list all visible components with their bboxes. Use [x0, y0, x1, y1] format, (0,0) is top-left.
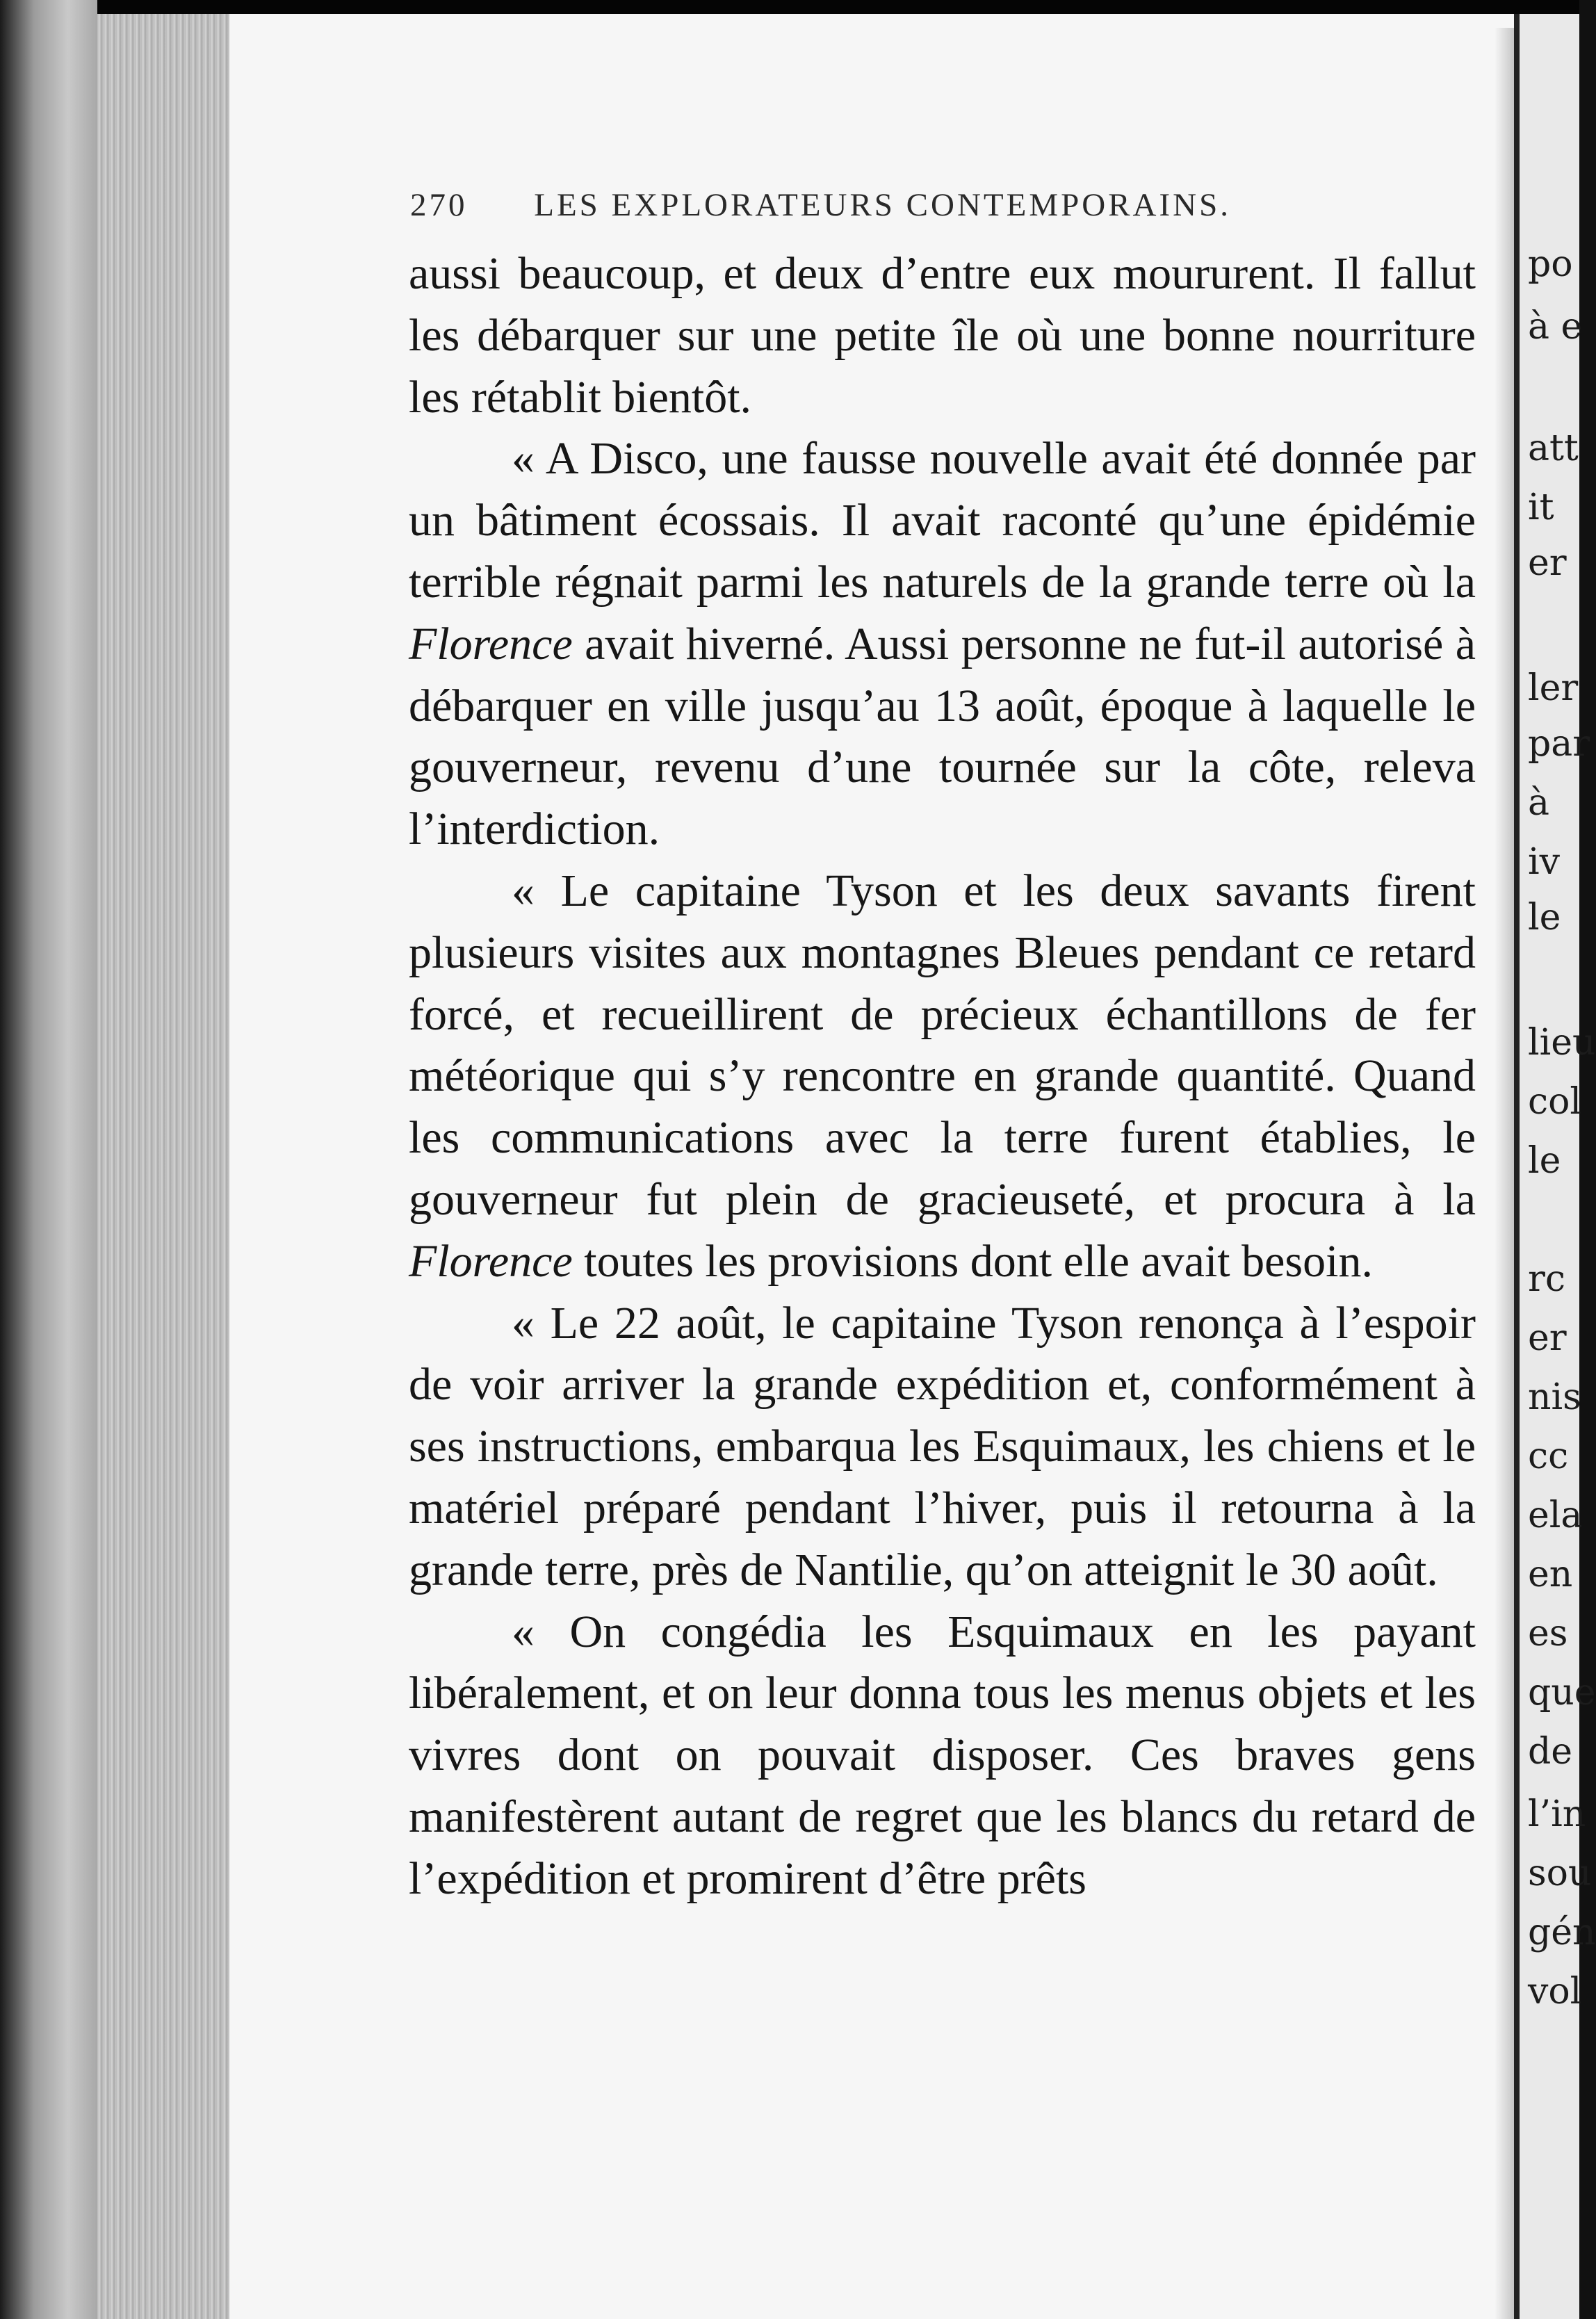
- next-page-fragment: er: [1528, 542, 1567, 584]
- running-head: [410, 186, 1307, 224]
- next-page-fragment: à e: [1528, 306, 1583, 348]
- next-page-fragment: cc: [1528, 1435, 1569, 1477]
- next-page-fragment: le: [1528, 897, 1561, 938]
- next-page-fragment: en: [1528, 1554, 1573, 1595]
- next-page-fragment: it: [1528, 487, 1554, 528]
- next-page-fragment: lieu: [1528, 1022, 1596, 1064]
- next-page-fragment: rc: [1528, 1258, 1565, 1300]
- paragraph-text: aussi beaucoup, et deux d’entre eux moururent. Il fallut les débarquer sur une petite île où une bonne nourriture les rétablit bientôt.: [409, 248, 1476, 423]
- page-stack-edges: [97, 14, 229, 2319]
- italic-ship-name: Florence: [409, 1235, 573, 1287]
- paragraph-text: avait hiverné. Aussi personne ne fut-il autorisé à débarquer en ville jusqu’au 13 août, époque à laquelle le gouverneur, revenu d’une tournée sur la côte, releva l’interdiction.: [409, 618, 1476, 855]
- next-page-fragment: sou: [1528, 1853, 1592, 1894]
- paragraph-text: « On congédia les Esquimaux en les payant libéralement, et on leur donna tous les menus objets et les vivres dont on pouvait disposer. Ces braves gens manifestèrent autant de regret que les blancs du retard de l’expédition et promirent d’être prêts: [409, 1606, 1476, 1904]
- next-page-fragment: par: [1528, 723, 1590, 765]
- next-page-fragment: à: [1528, 782, 1550, 824]
- next-page-fragment: de: [1528, 1731, 1573, 1773]
- paragraph-text: « Le capitaine Tyson et les deux savants firent plusieurs visites aux montagnes Bleues pendant ce retard forcé, et recueillirent de précieux échantillons de fer météorique qui s’y rencontre en grande quantité. Quand les communications avec la terre furent établies, le gouverneur fut plein de gracieuseté, et procura à la: [409, 865, 1476, 1225]
- next-page-fragment: es: [1528, 1613, 1568, 1654]
- paragraph: [409, 861, 1476, 1293]
- paragraph: [409, 1602, 1476, 1910]
- next-page-fragment: ela: [1528, 1495, 1583, 1536]
- next-page-fragment: vol: [1528, 1971, 1582, 2012]
- next-page-fragment: l’in: [1528, 1793, 1586, 1835]
- scan-top-border: [0, 0, 1579, 15]
- next-page-fragment: att: [1528, 428, 1579, 469]
- paragraph-text: « A Disco, une fausse nouvelle avait été donnée par un bâtiment écossais. Il avait raconté qu’une épidémie terrible régnait parmi les naturels de la grande terre où la: [409, 433, 1476, 608]
- page-number: 270: [410, 187, 468, 223]
- next-page-fragment: gén: [1528, 1912, 1596, 1953]
- next-page-fragment: que: [1528, 1672, 1596, 1714]
- next-page-fragment: po: [1528, 243, 1573, 285]
- next-page-fragment: nis: [1528, 1376, 1581, 1418]
- paragraph-text: « Le 22 août, le capitaine Tyson renonça à l’espoir de voir arriver la grande expédition et, conformément à ses instructions, embarqua les Esquimaux, les chiens et le matériel préparé pendant l’hiver, puis il retourna à la grande terre, près de Nantilie, qu’on atteignit le 30 août.: [409, 1297, 1476, 1595]
- paragraph: [409, 428, 1476, 861]
- body-text: [409, 243, 1476, 1910]
- next-page-fragment: iv: [1528, 841, 1561, 883]
- next-page-fragment: col: [1528, 1081, 1582, 1123]
- italic-ship-name: Florence: [409, 618, 573, 669]
- paragraph-text: toutes les provisions dont elle avait besoin.: [572, 1235, 1373, 1287]
- running-title: LES EXPLORATEURS CONTEMPORAINS.: [534, 187, 1231, 223]
- next-page-fragment: le: [1528, 1140, 1561, 1182]
- next-page-fragment: ler: [1528, 667, 1579, 709]
- book-spine-edge: [0, 0, 97, 2319]
- paragraph: [409, 243, 1476, 428]
- next-page-fragment: er: [1528, 1317, 1567, 1359]
- paragraph: [409, 1293, 1476, 1602]
